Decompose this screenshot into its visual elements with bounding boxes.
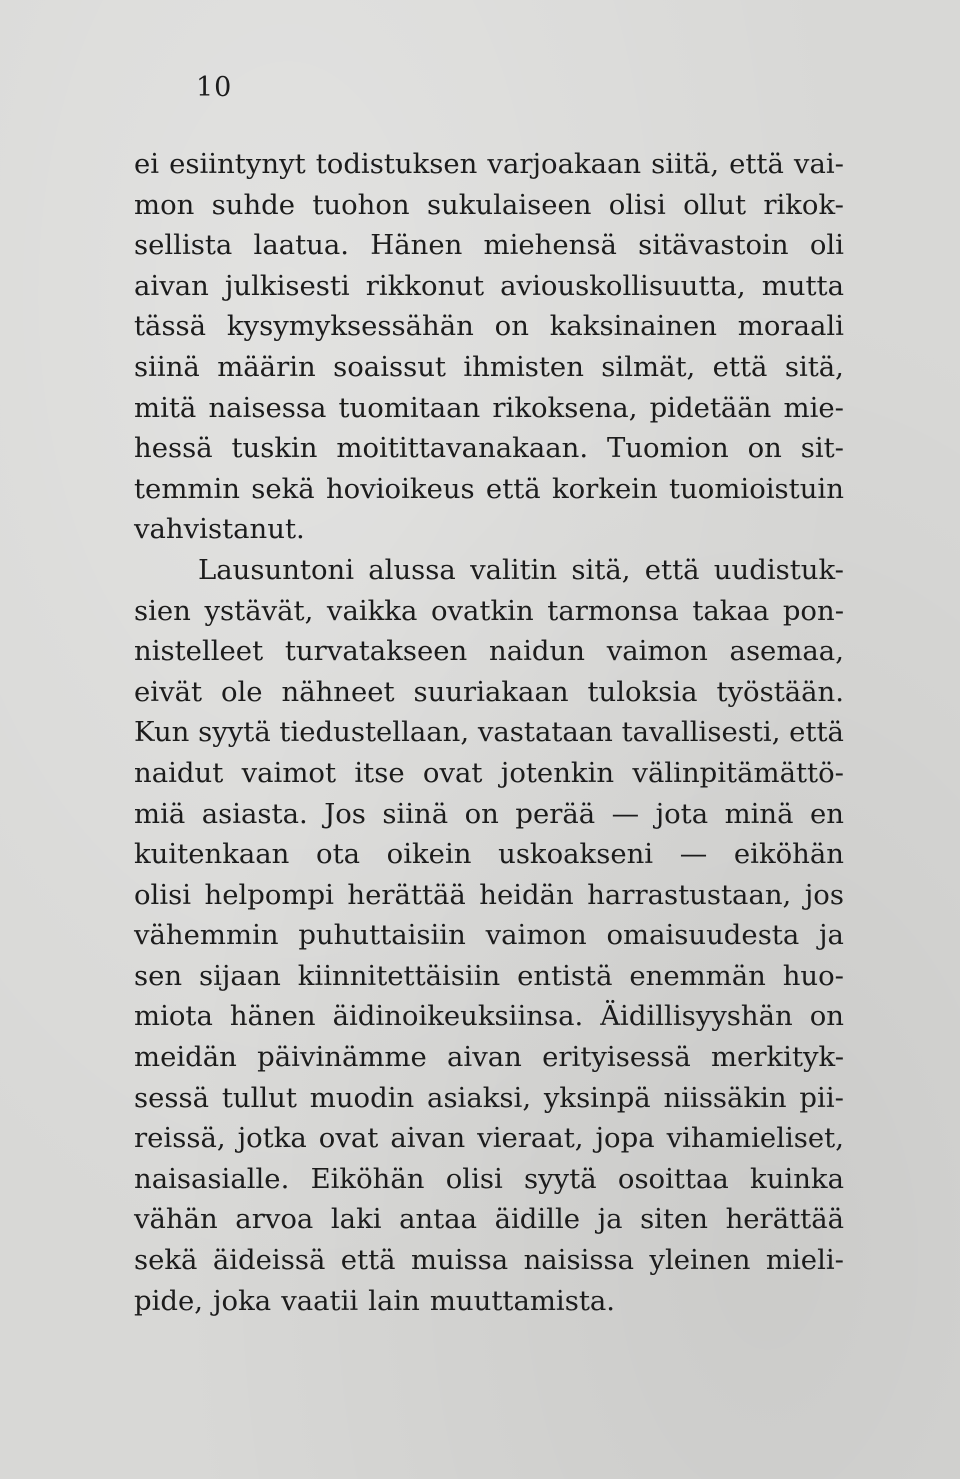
text-line — [134, 1037, 844, 1078]
word: varjoakaan — [487, 148, 642, 180]
word: ja — [819, 919, 844, 952]
text-line — [134, 1199, 844, 1240]
word: korkein — [551, 472, 658, 505]
word: antaa — [399, 1203, 478, 1236]
word: herättää — [725, 1203, 844, 1236]
word: jopa — [595, 1122, 655, 1155]
word: eivät — [134, 675, 203, 708]
text-line — [134, 672, 844, 713]
text-line — [134, 225, 844, 266]
text-line — [134, 915, 844, 956]
word: naisessa — [208, 391, 327, 424]
text-line — [134, 753, 844, 794]
word: entistä — [517, 959, 613, 992]
word: mie- — [783, 391, 844, 424]
word: kaksinainen — [549, 310, 717, 343]
word: huo- — [782, 959, 844, 992]
word: aivan — [134, 269, 209, 302]
word: yleinen — [649, 1244, 751, 1277]
word: siinä — [134, 350, 200, 383]
word: ovat — [422, 756, 483, 789]
word: sit- — [800, 432, 844, 465]
text-line — [134, 1240, 844, 1281]
word: asiasta. — [201, 797, 308, 830]
word: tuskin — [231, 432, 318, 465]
word: vihamieliset, — [666, 1122, 844, 1155]
word: herättää — [347, 878, 466, 911]
word: sessä — [134, 1081, 210, 1114]
word: helpompi — [204, 878, 334, 911]
word: — — [679, 838, 708, 871]
word: rikkonut — [365, 269, 485, 302]
word: heidän — [479, 878, 574, 911]
word: yksinpä — [543, 1081, 651, 1114]
word: tarmonsa — [547, 594, 679, 627]
word: ovatkin — [430, 594, 534, 627]
word: on — [494, 310, 529, 343]
word: vaimon — [606, 635, 708, 668]
word: uudistuk- — [713, 553, 844, 586]
word: olisi — [445, 1162, 503, 1195]
text-line — [134, 631, 844, 672]
word: että — [485, 472, 541, 505]
word: joka — [213, 1284, 272, 1317]
word: aivan — [447, 1041, 522, 1074]
word: pon- — [782, 594, 844, 627]
word: tässä — [134, 310, 207, 343]
word: todistuksen — [315, 148, 478, 180]
word: siinä — [382, 797, 449, 830]
word: tuomioistuin — [669, 472, 844, 505]
word: äidinoikeuksiinsa. — [332, 1000, 584, 1033]
word: äideissä — [212, 1244, 326, 1277]
word: oikein — [386, 838, 472, 871]
word: tullut — [221, 1081, 297, 1114]
word: että — [644, 553, 700, 586]
word: jotka — [237, 1122, 307, 1155]
word: itse — [354, 756, 405, 789]
text-line — [134, 875, 844, 916]
text-line — [134, 591, 844, 632]
word: sitävastoin — [638, 229, 789, 262]
word: naidut — [134, 756, 224, 789]
text-line — [134, 428, 844, 469]
word: merkityk- — [710, 1041, 844, 1074]
word: on — [747, 432, 782, 465]
word: mieli- — [765, 1244, 844, 1277]
word: sitä, — [571, 553, 631, 586]
word: ystävät, — [204, 594, 314, 627]
word: rikok- — [763, 188, 844, 221]
word: meidän — [134, 1041, 237, 1074]
word: — — [611, 797, 640, 830]
word: perää — [515, 797, 596, 830]
word: kiinnitettäisiin — [297, 959, 501, 992]
word: omaisuudesta — [606, 919, 800, 952]
word: on — [809, 1000, 844, 1033]
word: Tuomion — [606, 432, 729, 465]
word: alussa — [368, 553, 456, 586]
word: takaa — [692, 594, 770, 627]
word: en — [810, 797, 844, 830]
word: tiedustellaan, — [279, 716, 470, 749]
word: puhuttaisiin — [298, 919, 466, 952]
word: tuohon — [312, 188, 410, 221]
word: vaatii — [281, 1284, 359, 1317]
word: hovioikeus — [325, 472, 475, 505]
word: Hänen — [370, 229, 463, 262]
text-line — [134, 185, 844, 226]
word: aivan — [390, 1122, 466, 1155]
word: sen — [134, 959, 183, 992]
text-line — [134, 347, 844, 388]
word: kuinka — [750, 1162, 844, 1195]
text-line — [134, 956, 844, 997]
word: nähneet — [281, 675, 395, 708]
word: sien — [134, 594, 191, 627]
word: temmin — [134, 472, 240, 505]
word: jos — [804, 878, 844, 911]
word: nistelleet — [134, 635, 264, 668]
word: oli — [809, 229, 844, 262]
text-line — [134, 712, 844, 753]
text-line — [134, 509, 844, 550]
word: asemaa, — [729, 635, 844, 668]
word: sellista — [134, 229, 233, 262]
word: mon — [134, 188, 195, 221]
word: välinpitämättö- — [632, 756, 844, 789]
word: julkisesti — [224, 269, 350, 302]
word: rikoksena, — [492, 391, 638, 424]
word: että — [729, 148, 784, 180]
word: pide, — [134, 1284, 204, 1317]
word: jota — [655, 797, 709, 830]
word: sitä, — [784, 350, 844, 383]
body-text — [134, 144, 844, 1321]
word: eiköhän — [733, 838, 844, 871]
word: laki — [330, 1203, 382, 1236]
word: miota — [134, 1000, 213, 1033]
word: tuomitaan — [338, 391, 481, 424]
word: Jos — [324, 797, 366, 830]
word: miä — [134, 797, 186, 830]
word: naisissa — [523, 1244, 634, 1277]
word: miehensä — [483, 229, 617, 262]
word: määrin — [217, 350, 316, 383]
word: muissa — [410, 1244, 509, 1277]
word: vai- — [793, 148, 844, 180]
word: päivinämme — [257, 1041, 427, 1074]
text-line — [134, 550, 844, 591]
word: ovat — [318, 1122, 379, 1155]
word: että — [712, 350, 768, 383]
word: ja — [597, 1203, 623, 1236]
word: moitittavanakaan. — [336, 432, 589, 465]
word: siitä, — [651, 148, 720, 180]
word: ollut — [683, 188, 747, 221]
word: valitin — [470, 553, 558, 586]
word: vähemmin — [134, 919, 279, 952]
word: vaimot — [241, 756, 337, 789]
word: vaikka — [326, 594, 418, 627]
text-line — [134, 1078, 844, 1119]
word: sekä — [251, 472, 315, 505]
word: naidun — [489, 635, 585, 668]
word: osoittaa — [617, 1162, 729, 1195]
text-line — [134, 1159, 844, 1200]
word: moraali — [737, 310, 844, 343]
word: minä — [724, 797, 794, 830]
word: lain — [368, 1284, 420, 1317]
word: on — [464, 797, 499, 830]
word: siten — [640, 1203, 709, 1236]
word: uskoakseni — [498, 838, 654, 871]
text-line — [134, 266, 844, 307]
word: laatua. — [253, 229, 350, 262]
word: muuttamista. — [429, 1284, 616, 1317]
word: aviouskollisuutta, — [500, 269, 746, 302]
text-line — [134, 144, 844, 185]
word: pii- — [799, 1081, 844, 1114]
word: niissäkin — [663, 1081, 787, 1114]
text-line — [134, 306, 844, 347]
word: ihmisten — [463, 350, 584, 383]
word: äidille — [494, 1203, 581, 1236]
text-line — [134, 1281, 844, 1322]
word: reissä, — [134, 1122, 226, 1155]
word: vaimon — [485, 919, 587, 952]
word: mutta — [761, 269, 844, 302]
word: tavallisesti, — [621, 716, 781, 749]
word: Äidillisyyshän — [600, 1000, 793, 1033]
word: olisi — [134, 878, 192, 911]
word: sekä — [134, 1244, 198, 1277]
word: muodin — [309, 1081, 415, 1114]
page-number: 10 — [196, 72, 233, 103]
word: hänen — [229, 1000, 316, 1033]
word: esiintynyt — [169, 148, 306, 180]
word: pidetään — [649, 391, 772, 424]
word: ota — [316, 838, 361, 871]
word: suhde — [211, 188, 296, 221]
word: syytä — [198, 716, 271, 749]
word: vastataan — [477, 716, 613, 749]
word: enemmän — [629, 959, 766, 992]
word: että — [789, 716, 844, 749]
word: hessä — [134, 432, 213, 465]
text-line — [134, 996, 844, 1037]
word: sijaan — [198, 959, 281, 992]
word: naisasialle. — [134, 1162, 290, 1195]
word: kysymyksessähän — [226, 310, 474, 343]
word: tuloksia — [587, 675, 698, 708]
word: että — [340, 1244, 396, 1277]
word: turvatakseen — [284, 635, 468, 668]
text-line — [134, 469, 844, 510]
word: ole — [220, 675, 263, 708]
word: syytä — [524, 1162, 597, 1195]
word: olisi — [608, 188, 666, 221]
word: harrastustaan, — [587, 878, 792, 911]
word: vieraat, — [477, 1122, 584, 1155]
text-line — [134, 388, 844, 429]
word: suuriakaan — [413, 675, 569, 708]
word: soaissut — [333, 350, 446, 383]
word: kuitenkaan — [134, 838, 290, 871]
word: mitä — [134, 391, 197, 424]
word: erityisessä — [542, 1041, 691, 1074]
word: Kun — [134, 716, 190, 749]
word: Eiköhän — [310, 1162, 425, 1195]
text-line — [134, 1118, 844, 1159]
word: asiaksi, — [427, 1081, 532, 1114]
word: jotenkin — [500, 756, 615, 789]
word: Lausuntoni — [198, 553, 355, 586]
text-line — [134, 794, 844, 835]
text-line — [134, 834, 844, 875]
word: ei — [134, 148, 160, 180]
word: työstään. — [716, 675, 844, 708]
word: silmät, — [601, 350, 696, 383]
word: arvoa — [235, 1203, 314, 1236]
word: vahvistanut. — [134, 513, 305, 546]
word: vähän — [134, 1203, 218, 1236]
word: sukulaiseen — [426, 188, 592, 221]
